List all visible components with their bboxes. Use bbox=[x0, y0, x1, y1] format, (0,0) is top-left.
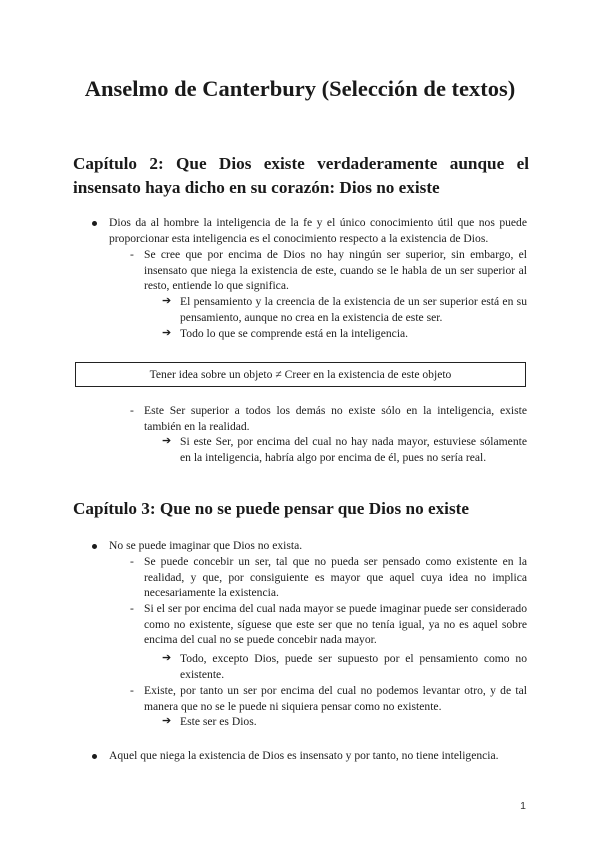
bullet-marker bbox=[92, 754, 97, 759]
ch3-dash-3: Existe, por tanto un ser por encima del cual no podemos levantar otro, y de tal manera que no se le puede ni siquiera pensar como no existente. bbox=[144, 684, 527, 713]
highlight-box bbox=[75, 362, 526, 387]
arrow-icon: ➔ bbox=[162, 652, 172, 664]
dash-marker: - bbox=[130, 684, 134, 697]
ch3-bullet-2: Aquel que niega la existencia de Dios es insensato y por tanto, no tiene inteligencia. bbox=[109, 749, 499, 762]
chapter-2-heading: Capítulo 2: Que Dios existe verdaderamente aunque el insensato haya dicho en su corazón: Dios no existe bbox=[73, 154, 529, 197]
highlight-box-text: Tener idea sobre un objeto ≠ Creer en la existencia de este objeto bbox=[149, 368, 452, 381]
page-number: 1 bbox=[520, 800, 526, 812]
chapter-3-heading: Capítulo 3: Que no se puede pensar que Dios no existe bbox=[73, 499, 469, 518]
dash-marker: - bbox=[130, 602, 134, 615]
arrow-icon: ➔ bbox=[162, 327, 172, 339]
ch2-dash-2: Este Ser superior a todos los demás no existe sólo en la inteligencia, existe también en la realidad. bbox=[144, 404, 527, 433]
ch2-dash-1: Se cree que por encima de Dios no hay ningún ser superior, sin embargo, el insensato que niega la existencia de este, cuando se le habla de un ser superior al resto, entiende lo que significa. bbox=[144, 248, 527, 293]
dash-marker: - bbox=[130, 555, 134, 568]
ch2-arrow-3: Si este Ser, por encima del cual no hay nada mayor, estuviese sólamente en la inteligencia, habría algo por encima de él, pues no sería real. bbox=[180, 435, 527, 464]
ch2-arrow-1: El pensamiento y la creencia de la existencia de un ser superior está en su pensamiento, aunque no crea en la existencia de este ser. bbox=[180, 295, 527, 324]
ch3-arrow-1: Todo, excepto Dios, puede ser supuesto por el pensamiento como no existente. bbox=[180, 652, 527, 681]
ch3-dash-2: Si el ser por encima del cual nada mayor se puede imaginar puede ser considerado como no existente, síguese que este ser que no tenía igual, ya no es aquel sobre encima del cual no se puede concebir nada mayor. bbox=[144, 602, 527, 647]
bullet-marker bbox=[92, 221, 97, 226]
arrow-icon: ➔ bbox=[162, 295, 172, 307]
ch3-bullet-1: No se puede imaginar que Dios no exista. bbox=[109, 539, 303, 552]
document-title: Anselmo de Canterbury (Selección de textos) bbox=[84, 76, 516, 101]
ch3-dash-1: Se puede concebir un ser, tal que no pueda ser pensado como existente en la realidad, y que, por consiguiente es mayor que aquel cuya idea no implica necesariamente la existencia. bbox=[144, 555, 527, 600]
ch2-arrow-2: Todo lo que se comprende está en la inteligencia. bbox=[180, 327, 409, 340]
bullet-marker bbox=[92, 544, 97, 549]
ch2-bullet-1: Dios da al hombre la inteligencia de la fe y el único conocimiento útil que nos puede proporcionar esta inteligencia es el conocimiento respecto a la existencia de Dios. bbox=[109, 216, 527, 245]
arrow-icon: ➔ bbox=[162, 715, 172, 727]
arrow-icon: ➔ bbox=[162, 435, 172, 447]
dash-marker: - bbox=[130, 404, 134, 417]
ch3-arrow-2: Este ser es Dios. bbox=[180, 715, 257, 728]
dash-marker: - bbox=[130, 248, 134, 261]
